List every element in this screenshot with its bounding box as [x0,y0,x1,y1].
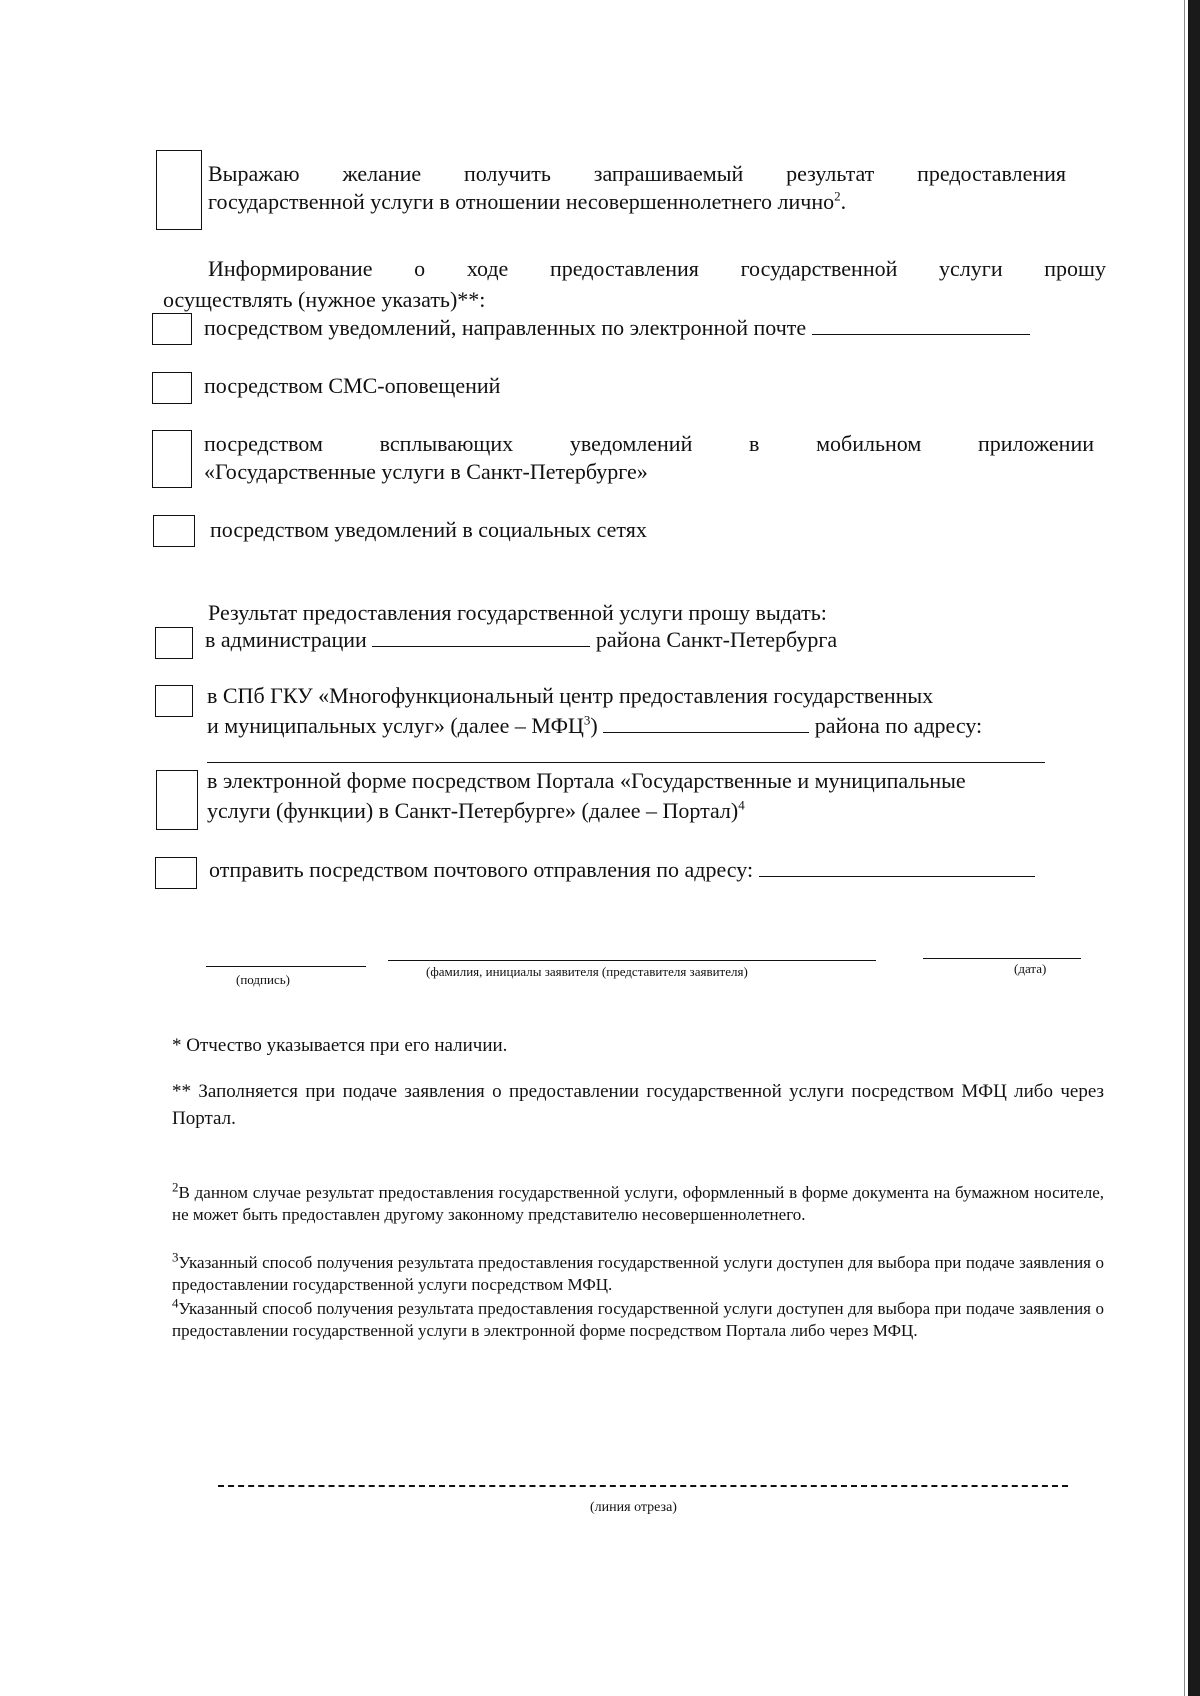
option-mfc-line-1: в СПб ГКУ «Многофункциональный центр предоставления государственных [207,683,934,708]
footnote-3-number: 3 [172,1249,179,1265]
checkbox-personal-receipt[interactable] [156,150,202,230]
mfc-address-line[interactable] [207,762,1045,763]
intro-line-1: Выражаю желание получить запрашиваемый результат предоставления [208,161,1066,186]
option-admin-suffix: района Санкт-Петербурга [595,627,838,652]
option-social: посредством уведомлений в социальных сетях [210,517,647,542]
option-email [204,314,1030,342]
option-push-line-1: посредством всплывающих уведомлений в мобильном приложении [204,431,1094,456]
checkbox-admin[interactable] [155,627,193,659]
footnote-4-number: 4 [172,1295,179,1311]
name-line[interactable] [388,960,876,961]
option-admin [205,626,837,654]
email-blank[interactable] [812,314,1030,335]
option-mfc-prefix: и муниципальных услуг» (далее – МФЦ [207,713,584,738]
option-admin-prefix: в администрации [205,627,367,652]
name-label: (фамилия, инициалы заявителя (представителя заявителя) [426,964,748,979]
option-mfc-mid: ) [590,713,598,738]
footnote-4-text: Указанный способ получения результата предоставления государственной услуги доступен для выбора при подаче заявления о предоставлении государственной услуги в электронной форме посредством Портала либо через МФЦ. [172,1299,1104,1340]
checkbox-post[interactable] [155,857,197,889]
intro-line-2-text: государственной услуги в отношении несовершеннолетнего лично [208,189,835,214]
post-address-blank[interactable] [759,856,1035,877]
informing-header-1: Информирование о ходе предоставления государственной услуги прошу [208,256,1106,281]
option-mfc-line-2 [207,712,982,740]
checkbox-push[interactable] [152,430,192,488]
footnote-3-text: Указанный способ получения результата предоставления государственной услуги доступен для выбора при подаче заявления о предоставлении государственной услуги посредством МФЦ. [172,1253,1104,1294]
mfc-district-blank[interactable] [603,712,809,733]
district-blank[interactable] [372,626,590,647]
date-line[interactable] [923,958,1081,959]
signature-label: (подпись) [236,972,290,987]
checkbox-email[interactable] [152,313,192,345]
checkbox-mfc[interactable] [155,685,193,717]
option-post [209,856,1035,884]
footnote-2 [172,1179,1104,1226]
checkbox-sms[interactable] [152,372,192,404]
option-portal-line-1: в электронной форме посредством Портала «Государственные и муниципальные [207,768,966,793]
checkbox-social[interactable] [153,515,195,547]
note-star-1: * Отчество указывается при его наличии. [172,1035,508,1056]
option-sms: посредством СМС-оповещений [204,373,501,398]
signature-line[interactable] [206,966,366,967]
footnote-ref-3: 3 [583,712,591,728]
scan-edge [1188,0,1200,1696]
intro-line-2 [208,188,846,216]
cut-line [218,1485,1068,1487]
option-portal-line-2 [207,797,745,825]
option-post-label: отправить посредством почтового отправления по адресу: [209,857,754,882]
footnote-ref-2: 2 [834,188,841,204]
option-push-line-2: «Государственные услуги в Санкт-Петербурге» [204,459,648,484]
scan-edge-line [1184,0,1185,1696]
informing-header-2: осуществлять (нужное указать)**: [163,287,486,312]
cut-line-label: (линия отреза) [590,1500,677,1515]
note-star-2: ** Заполняется при подаче заявления о предоставлении государственной услуги посредством МФЦ либо через Портал. [172,1081,1104,1129]
intro-line-2-end: . [840,189,847,214]
footnote-2-text: В данном случае результат предоставления государственной услуги, оформленный в форме документа на бумажном носителе, не может быть предоставлен другому законному представителю несовершеннолетнего. [172,1183,1104,1224]
date-label: (дата) [1014,961,1047,976]
footnote-ref-4: 4 [738,797,745,813]
option-email-label: посредством уведомлений, направленных по электронной почте [204,315,807,340]
footnote-3 [172,1249,1104,1296]
option-mfc-suffix: района по адресу: [814,713,983,738]
checkbox-portal[interactable] [156,770,198,830]
footnote-4 [172,1295,1104,1342]
result-header: Результат предоставления государственной услуги прошу выдать: [208,600,827,625]
option-portal-line-2-text: услуги (функции) в Санкт-Петербурге» (далее – Портал) [207,798,739,823]
footnote-2-number: 2 [172,1179,179,1195]
